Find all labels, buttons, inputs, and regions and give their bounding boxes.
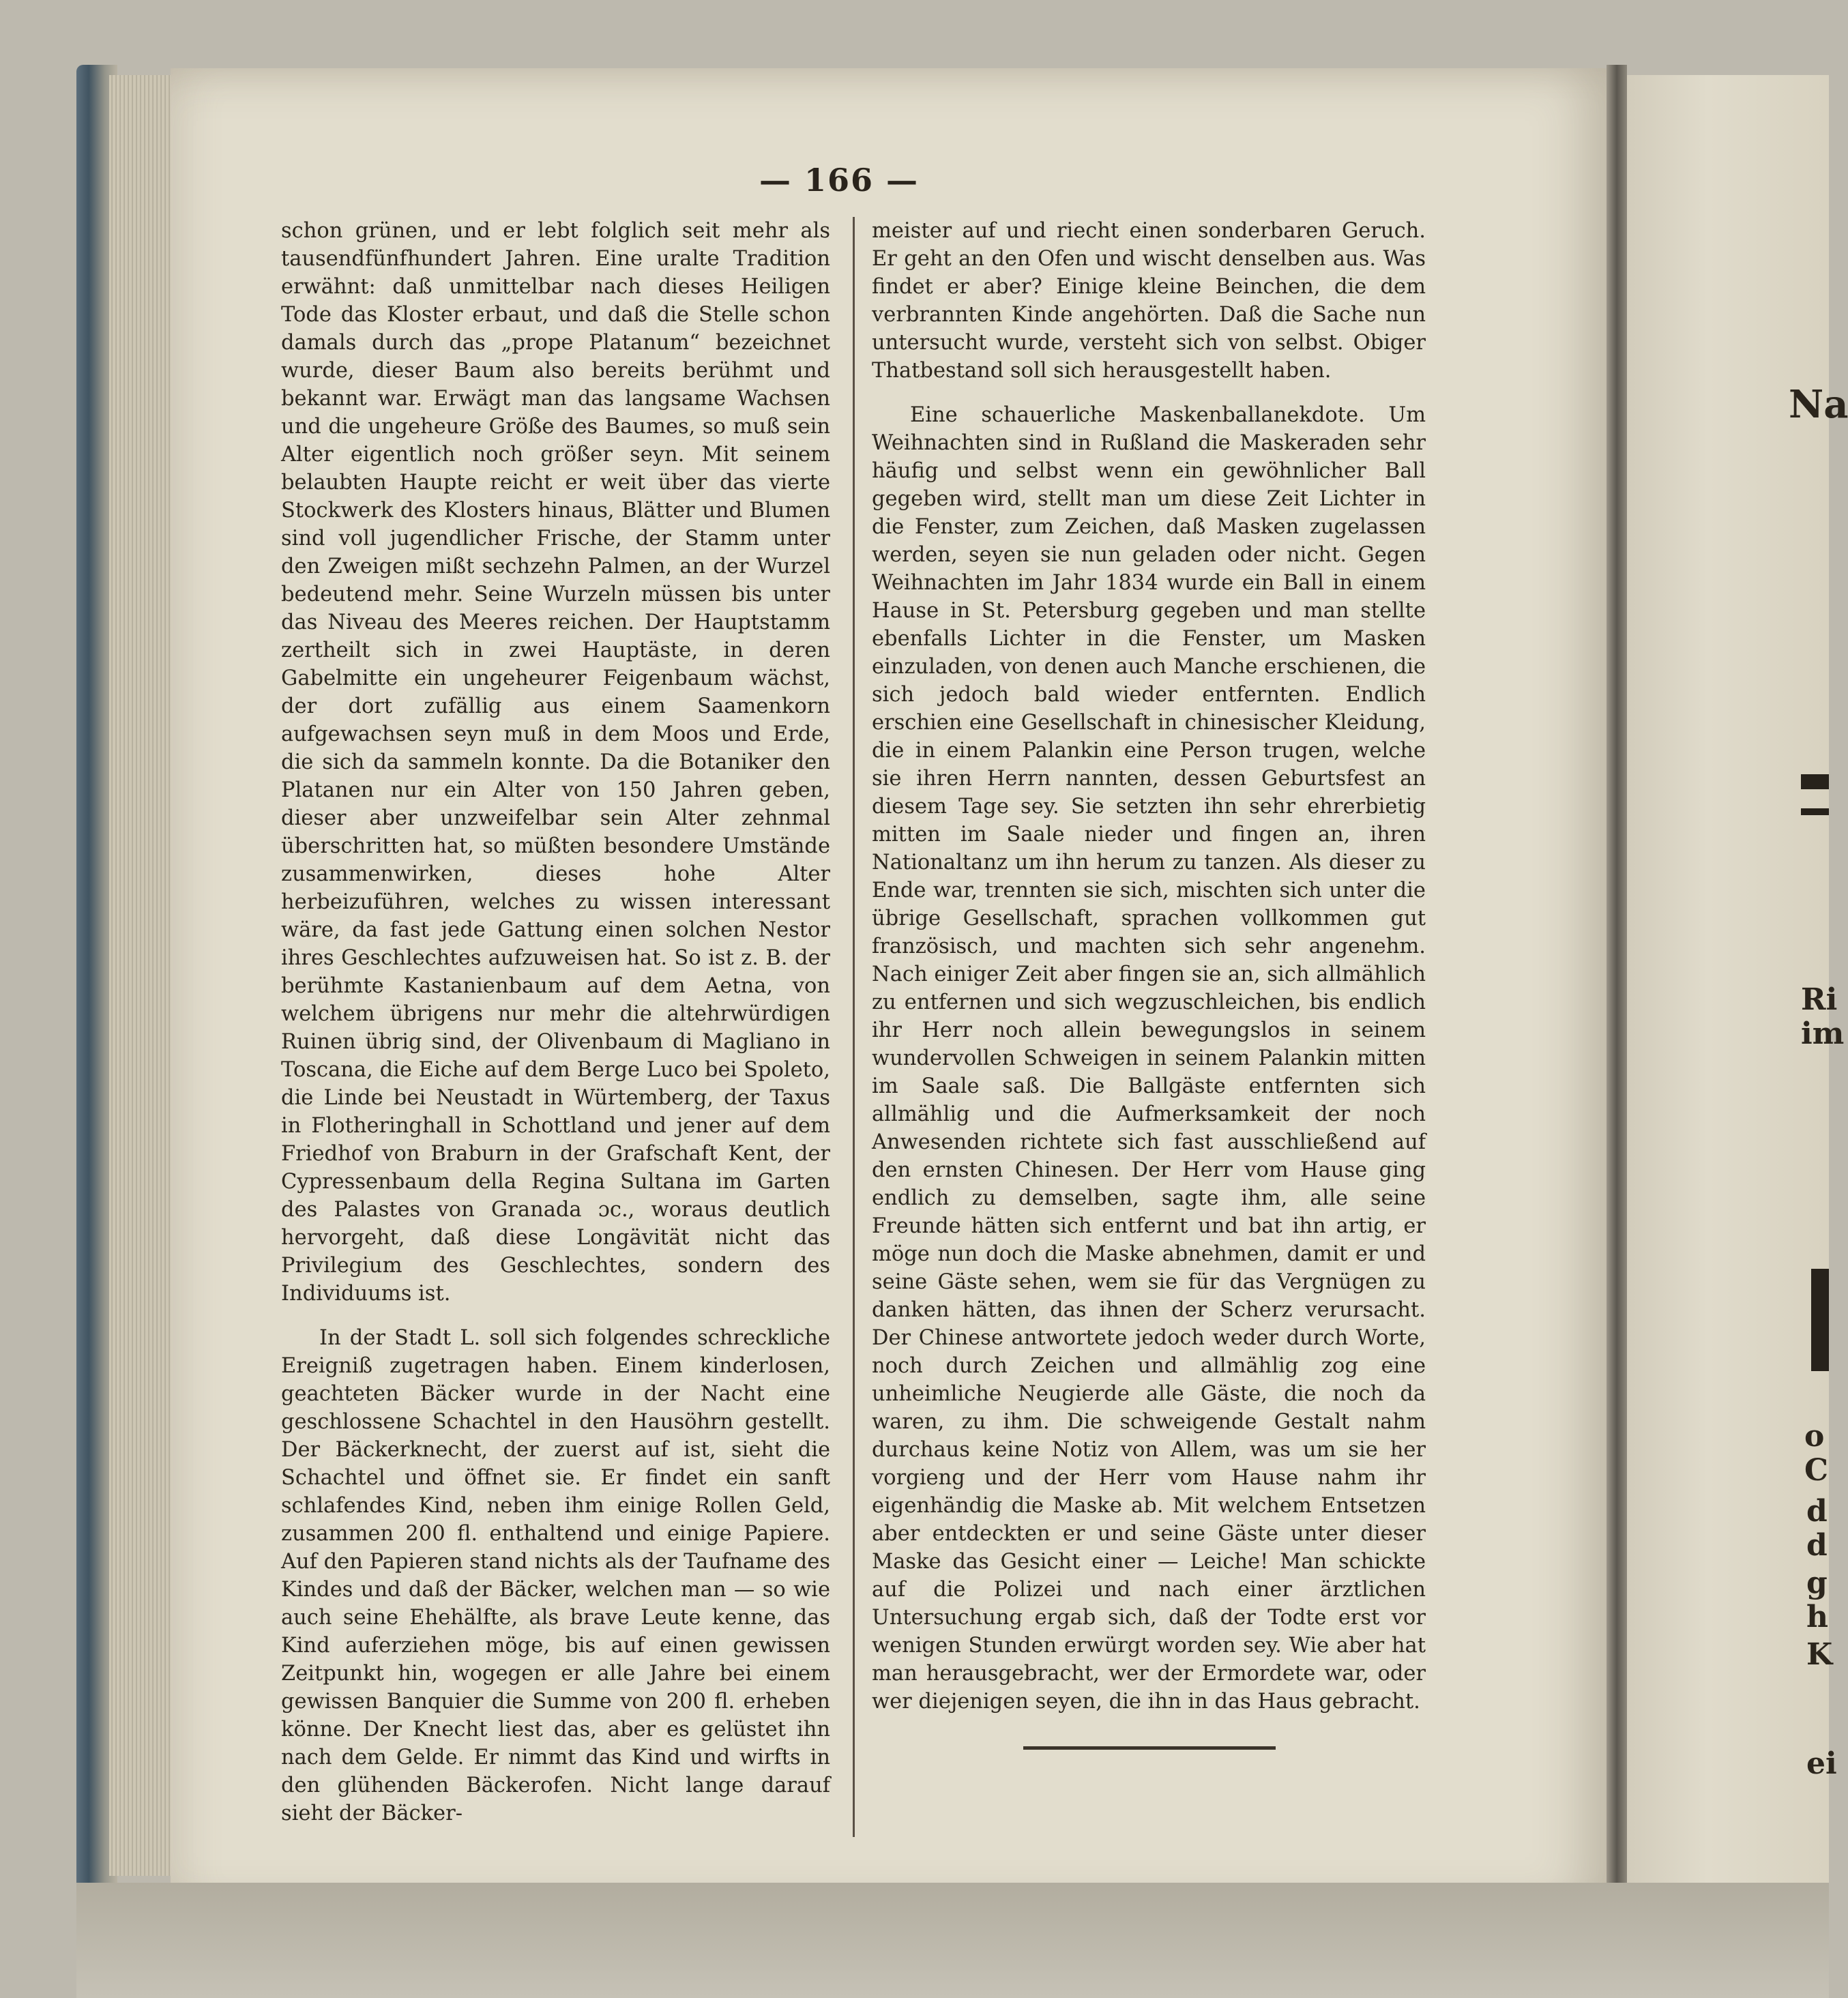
page-number: — 166 — — [759, 162, 920, 199]
right-page-fragment: Na — [1789, 382, 1848, 427]
right-page-rule — [1801, 808, 1829, 815]
paragraph-baker-story: In der Stadt L. soll sich folgendes schreckliche Ereigniß zugetragen haben. Einem kinderlosen, geachteten Bäcker wurde in der Nacht eine geschlossene Schachtel in den Hausöhrn gestellt. Der Bäckerknecht, der zuerst auf ist, sieht die Schachtel und öffnet sie. Er findet ein sanft schlafendes Kind, neben ihm einige Rollen Geld, zusammen 200 fl. enthaltend und einige Papiere. Auf den Papieren stand nichts als der Taufname des Kindes und daß der Bäcker, welchen man — so wie auch seine Ehehälfte, als brave Leute kenne, das Kind auferziehen möge, bis auf einen gewissen Zeitpunkt hin, wogegen er alle Jahre bei einem gewissen Banquier die Summe von 200 fl. erheben könne. Der Knecht liest das, aber es gelüstet ihn nach dem Gelde. Er nimmt das Kind und wirfts in den glühenden Bäckerofen. Nicht lange darauf sieht der Bäcker- — [281, 1326, 830, 1825]
right-page-fragment: h — [1806, 1600, 1828, 1634]
closing-ornament-rule — [1023, 1746, 1276, 1750]
right-page-initial — [1811, 1269, 1829, 1371]
right-page-fragment: C — [1804, 1453, 1829, 1488]
paragraph-baker-conclusion: meister auf und riecht einen sonderbaren Geruch. Er geht an den Ofen und wischt denselben aus. Was findet er aber? Einige kleine Beinchen, die dem verbrannten Kinde angehörten. Daß die Sache nun untersucht wurde, versteht sich von selbst. Obiger Thatbestand soll sich herausgestellt haben. — [872, 219, 1426, 383]
left-text-column — [281, 217, 830, 1827]
paragraph-platanus: schon grünen, und er lebt folglich seit mehr als tausendfünfhundert Jahren. Eine uralte Tradition erwähnt: daß unmittelbar nach dieses Heiligen Tode das Kloster erbaut, und daß die Stelle schon damals durch das „prope Platanum“ bezeichnet wurde, dieser Baum also bereits berühmt und bekannt war. Erwägt man das langsame Wachsen und die ungeheure Größe des Baumes, so muß sein Alter eigentlich noch größer seyn. Mit seinem belaubten Haupte reicht er weit über das vierte Stockwerk des Klosters hinaus, Blätter und Blumen sind voll jugendlicher Frische, der Stamm unter den Zweigen mißt sechzehn Palmen, an der Wurzel bedeutend mehr. Seine Wurzeln müssen bis unter das Niveau des Meeres reichen. Der Hauptstamm zertheilt sich in zwei Hauptäste, in deren Gabelmitte ein ungeheurer Feigenbaum wächst, der dort zufällig aus einem Saamenkorn aufgewachsen seyn muß in dem Moos und Erde, die sich da sammeln konnte. Da die Botaniker den Platanen nur ein Alter von 150 Jahren geben, dieser aber unzweifelbar sein Alter zehnmal überschritten hat, so müßten besondere Umstände zusammenwirken, dieses hohe Alter herbeizuführen, welches zu wissen interessant wäre, da fast jede Gattung einen solchen Nestor ihres Geschlechtes aufzuweisen hat. So ist z. B. der berühmte Kastanienbaum auf dem Aetna, von welchem übrigens nur mehr die altehrwürdigen Ruinen übrig sind, der Olivenbaum di Magliano in Toscana, die Eiche auf dem Berge Luco bei Spoleto, die Linde bei Neustadt in Würtemberg, der Taxus in Flotheringhall in Schottland und jener auf dem Friedhof von Braburn in der Grafschaft Kent, der Cypressenbaum della Regina Sultana im Garten des Palastes von Granada ɔc., woraus deutlich hervorgeht, daß diese Longävität nicht das Privilegium des Geschlechtes, sondern des Individuums ist. — [281, 219, 830, 1306]
column-divider — [853, 217, 855, 1837]
book-gutter — [1607, 65, 1627, 1920]
paragraph-masked-ball: Eine schauerliche Maskenballanekdote. Um Weihnachten sind in Rußland die Maskeraden sehr häufig und selbst wenn ein gewöhnlicher Ball gegeben wird, stellt man um diese Zeit Lichter in die Fenster, zum Zeichen, daß Masken zugelassen werden, seyen sie nun geladen oder nicht. Gegen Weihnachten im Jahr 1834 wurde ein Ball in einem Hause in St. Petersburg gegeben und man stellte ebenfalls Lichter in die Fenster, um Masken einzuladen, von denen auch Manche erschienen, die sich jedoch bald wieder entfernten. Endlich erschien eine Gesellschaft in chinesischer Kleidung, die in einem Palankin eine Person trugen, welche sie ihren Herrn nannten, dessen Geburtsfest an diesem Tage sey. Sie setzten ihn sehr ehrerbietig mitten im Saale nieder und fingen an, ihren Nationaltanz um ihn herum zu tanzen. Als dieser zu Ende war, trennten sie sich, mischten sich unter die übrige Gesellschaft, sprachen vollkommen gut französisch, und machten sich sehr angenehm. Nach einiger Zeit aber fingen sie an, sich allmählich zu entfernen und sich wegzuschleichen, bis endlich ihr Herr noch allein bewegungslos in seinem wundervollen Schweigen in seinem Palankin mitten im Saale saß. Die Ballgäste entfernten sich allmählig und die Aufmerksamkeit der noch Anwesenden richtete sich fast ausschließend auf den ernsten Chinesen. Der Herr vom Hause ging endlich zu demselben, sagte ihm, alle seine Freunde hätten sich entfernt und bat ihn artig, er möge nun doch die Maske abnehmen, damit er und seine Gäste sehen, wem sie für das Vergnügen zu danken hätten, das ihnen der Scherz verursacht. Der Chinese antwortete jedoch weder durch Worte, noch durch Zeichen und allmählig zog eine unheimliche Neugierde alle Gäste, die noch da waren, zu ihm. Die schweigende Gestalt nahm durchaus keine Notiz von Allem, was um sie her vorgieng und der Herr vom Hause nahm ihr eigenhändig die Maske ab. Mit welchem Entsetzen aber entdeckten er und seine Gäste unter dieser Maske das Gesicht einer — Leiche! Man schickte auf die Polizei und nach einer ärztlichen Untersuchung ergab sich, daß der Todte erst vor wenigen Stunden erwürgt worden sey. Wie aber hat man herausgebracht, wer der Ermordete war, oder wer diejenigen seyen, die ihn in das Haus gebracht. — [872, 403, 1426, 1714]
right-page-fragment: Ri — [1801, 982, 1838, 1017]
right-page-fragment: d — [1806, 1494, 1828, 1529]
right-page-fragment: K — [1806, 1637, 1833, 1672]
right-page-rule — [1801, 774, 1829, 789]
right-page-fragment: o — [1804, 1419, 1825, 1454]
background-shadow — [76, 1883, 1829, 1998]
right-page-fragment: ei — [1806, 1746, 1837, 1781]
right-page — [1627, 75, 1829, 1917]
right-text-column — [872, 217, 1426, 1716]
right-page-fragment: g — [1806, 1566, 1828, 1600]
right-page-fragment: d — [1806, 1528, 1828, 1563]
right-page-fragment: im — [1801, 1016, 1845, 1051]
